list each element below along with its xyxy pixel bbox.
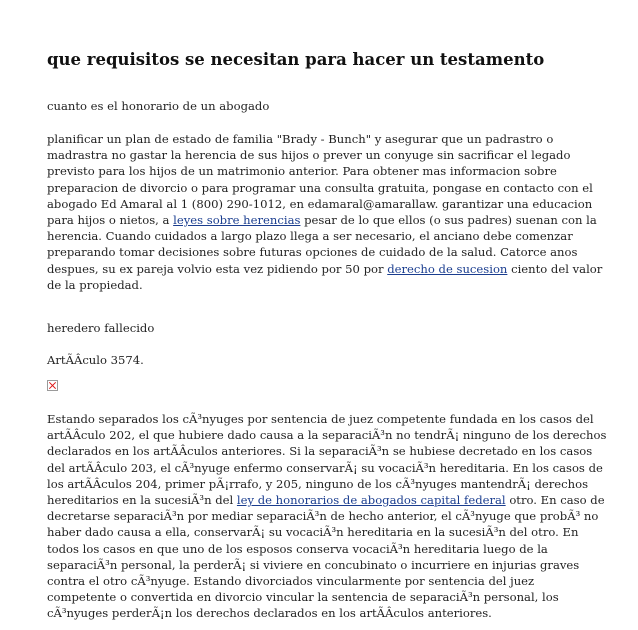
subheading-honorario: cuanto es el honorario de un abogado (47, 99, 270, 113)
subheading-heredero: heredero fallecido (47, 321, 155, 335)
link-leyes-sobre-herencias[interactable]: leyes sobre herencias (173, 213, 301, 228)
paragraph-text: planificar un plan de estado de familia "Brady - Bunch" y asegurar que un padrastro o madrastra no gastar la herencia de sus hijos o prever un conyuge sin sacrificar el legado previsto para los hijos de un matrimonio anterior. Para obtener mas informacion sobre preparacion de divorcio o para programar una consulta gratuita, pongase en contacto con el abogado Ed Amaral al 1 (800) 290-1012, en edamaral@amarallaw. garantizar una educacion para hijos o nietos, a (47, 132, 593, 228)
paragraph-text: ciento del valor de la propiedad. (47, 261, 603, 292)
paragraph-text: otro. En caso de decretarse separaciÃ³n por mediar separaciÃ³n de hecho anterior, el cÃ³nyuge que probÃ³ no haber dado causa a ella, conservarÃ¡ su vocaciÃ³n hereditaria en la sucesiÃ³n del otro. En todos los casos en que uno de los esposos conserva vocaciÃ³n hereditaria luego de la separaciÃ³n personal, la perderÃ¡ si viviere en concubinato o incurriere en injurias graves contra el otro cÃ³nyuge. Estando divorciados vincularmente por sentencia del juez competente o convertida en divorcio vincular la sentencia de separaciÃ³n personal, los cÃ³nyuges perderÃ¡n los derechos declarados en los artÃÂculos anteriores. (47, 493, 605, 621)
page-title: que requisitos se necesitan para hacer un testamento (47, 50, 545, 69)
paragraph-text: Estando separados los cÃ³nyuges por sentencia de juez competente fundada en los casos del artÃÂculo 202, el que hubiere dado causa a la separaciÃ³n no tendrÃ¡ ninguno de los derechos declarados en los artÃÂculos anteriores. Si la separaciÃ³n se hubiese decretado en los casos del artÃÂculo 203, el cÃ³nyuge enfermo conservarÃ¡ su vocaciÃ³n hereditaria. En los casos de los artÃÂculos 204, primer pÃ¡rrafo, y 205, ninguno de los cÃ³nyuges mantendrÃ¡ derechos hereditarios en la sucesiÃ³n del (47, 412, 607, 508)
link-derecho-de-sucesion[interactable]: derecho de sucesion (387, 261, 508, 276)
article-label: ArtÃÂculo 3574. (47, 353, 144, 367)
broken-image-icon (47, 380, 58, 391)
paragraph-text: pesar de lo que ellos (o sus padres) suenan con la herencia. Cuando cuidados a largo plazo llega a ser necesario, el anciano debe comenzar preparando tomar decisiones sobre futuras opciones de cuidado de la salud. Catorce anos despues, su ex pareja volvio esta vez pidiendo por 50 por (47, 213, 597, 276)
paragraph-planificar (47, 131, 607, 293)
link-ley-de-honorarios[interactable]: ley de honorarios de abogados capital federal (236, 493, 506, 508)
paragraph-estando-separados (47, 411, 607, 622)
